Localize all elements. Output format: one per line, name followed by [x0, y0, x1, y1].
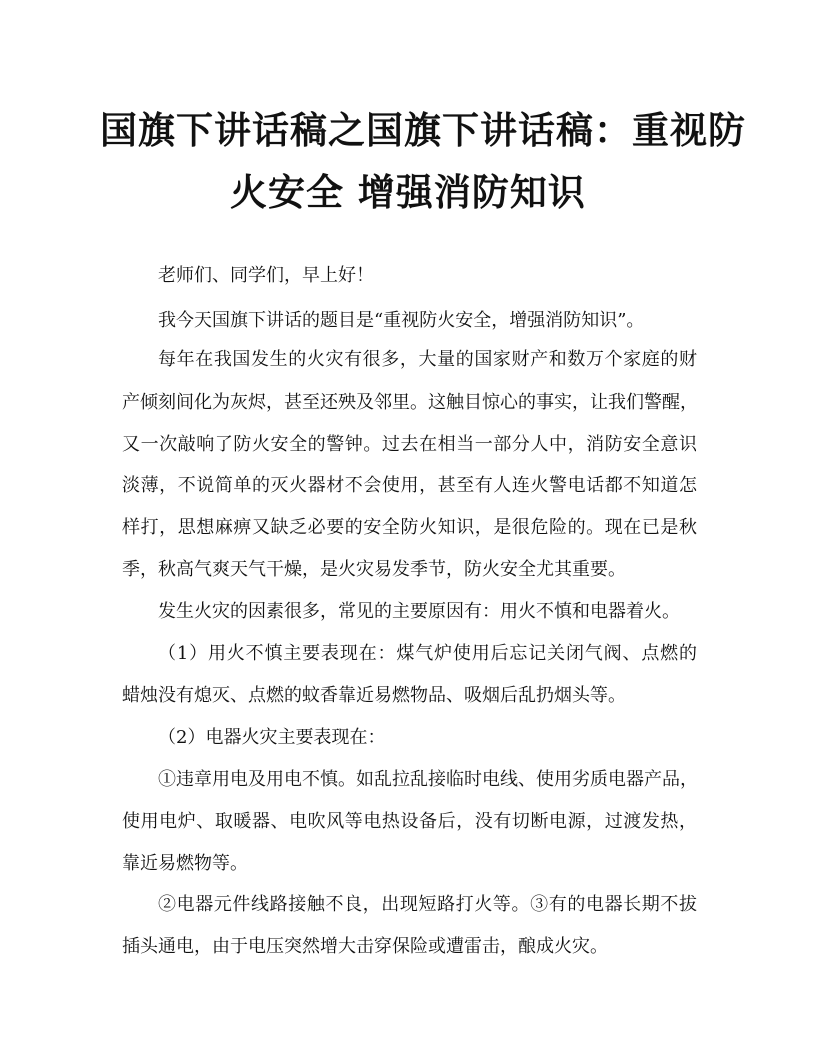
- paragraph-line: 发生火灾的因素很多，常见的主要原因有：用火不慎和电器着火。: [158, 601, 680, 622]
- paragraph-line: 插头通电，由于电压突然增大击穿保险或遭雷击，酿成火灾。: [122, 936, 608, 957]
- paragraph-line: 使用电炉、取暖器、电吹风等电热设备后，没有切断电源，过渡发热，: [122, 811, 697, 832]
- paragraph-line: 产倾刻间化为灰烬，甚至还殃及邻里。这触目惊心的事实，让我们警醒，: [122, 392, 698, 413]
- paragraph-line: 每年在我国发生的火灾有很多，大量的国家财产和数万个家庭的财: [158, 349, 697, 370]
- paragraph-line: （2）电器火灾主要表现在：: [158, 727, 386, 748]
- paragraph-line: 淡薄，不说简单的灭火器材不会使用，甚至有人连火警电话都不知道怎: [122, 475, 697, 496]
- paragraph-line: 靠近易燃物等。: [122, 853, 248, 874]
- paragraph-line: 又一次敲响了防火安全的警钟。过去在相当一部分人中，消防安全意识: [122, 434, 697, 455]
- paragraph-line: 蜡烛没有熄灭、点燃的蚊香靠近易燃物品、吸烟后乱扔烟头等。: [122, 685, 626, 706]
- paragraph-line: 样打，思想麻痹又缺乏必要的安全防火知识，是很危险的。现在已是秋: [122, 517, 697, 538]
- paragraph-line: ②电器元件线路接触不良，出现短路打火等。③有的电器长期不拔: [158, 894, 697, 915]
- document-title-line-1: 国旗下讲话稿之国旗下讲话稿：重视防: [100, 108, 746, 152]
- paragraph-line: 季，秋高气爽天气干燥，是火灾易发季节，防火安全尤其重要。: [122, 559, 626, 580]
- greeting-line: 老师们、同学们，早上好！: [158, 265, 374, 286]
- paragraph-line: （1）用火不慎主要表现在：煤气炉使用后忘记关闭气阀、点燃的: [158, 643, 697, 664]
- document-title-line-2: 火安全 增强消防知识: [230, 170, 586, 214]
- topic-line: 我今天国旗下讲话的题目是“重视防火安全，增强消防知识”。: [158, 310, 645, 331]
- paragraph-line: ①违章用电及用电不慎。如乱拉乱接临时电线、使用劣质电器产品，: [158, 769, 698, 790]
